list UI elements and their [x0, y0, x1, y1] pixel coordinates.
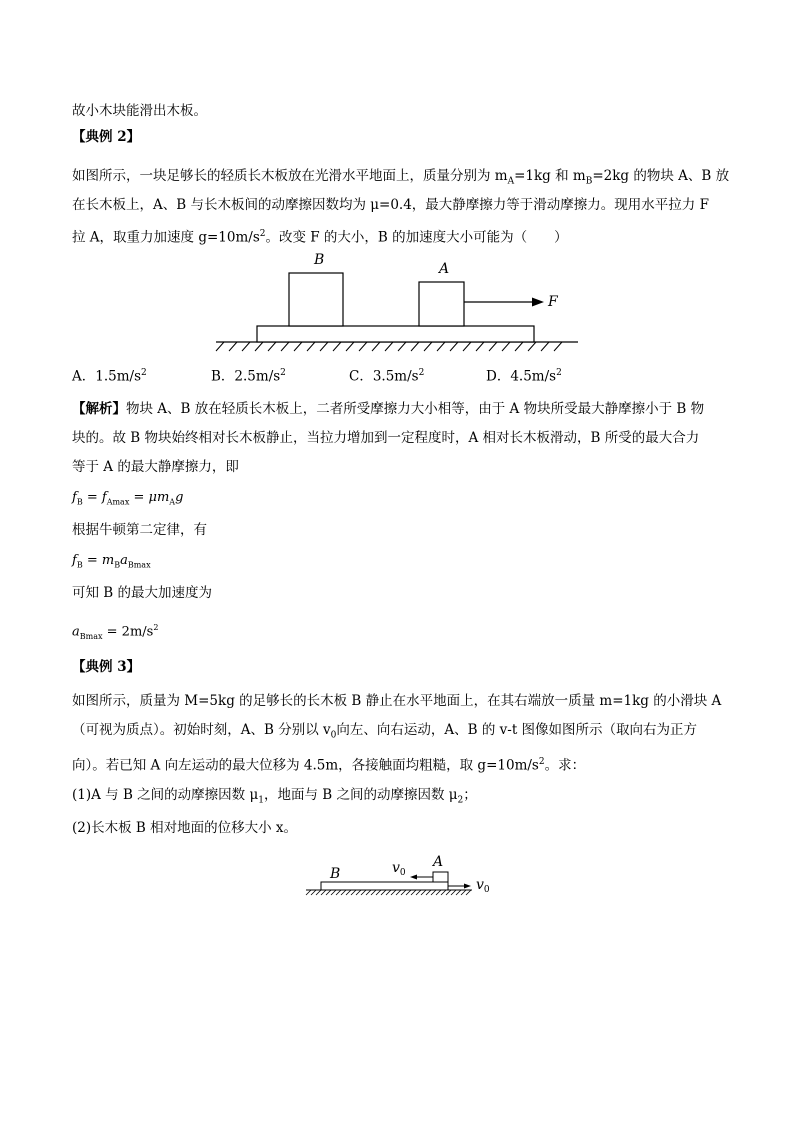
example3-line3	[72, 752, 585, 776]
analysis-line1	[72, 399, 704, 419]
formula-part: = μm	[129, 490, 170, 505]
formula-part: a	[120, 553, 128, 568]
block-a	[419, 282, 464, 326]
text-segment: 向）。若已知 A 向左运动的最大位移为 4.5m，各接触面均粗糙，取 g=10m/s	[72, 757, 539, 774]
formula-part: f	[72, 553, 77, 568]
ground-hatch	[216, 342, 562, 351]
label-v0-right	[476, 877, 490, 895]
text-segment: =2kg 的物块 A、B 放	[592, 168, 730, 184]
example2-heading: 【典例 2】	[72, 129, 141, 145]
text-segment: 。改变 F 的大小，B 的加速度大小可能为（ ）	[265, 229, 568, 246]
superscript: 2	[259, 229, 266, 239]
max-acc-text: 可知 B 的最大加速度为	[72, 585, 213, 601]
example2-figure	[210, 250, 582, 358]
text-segment: (1)A 与 B 之间的动摩擦因数 μ	[72, 787, 259, 803]
label-a: A	[439, 261, 450, 277]
formula-part: = m	[82, 553, 115, 568]
formula-part: f	[72, 490, 77, 505]
subscript: A	[507, 176, 515, 187]
label-v0-left	[392, 860, 406, 878]
option-text: B．2.5m/s	[211, 368, 281, 385]
superscript: 2	[141, 368, 147, 378]
superscript: 2	[153, 623, 159, 632]
subscript: B	[76, 560, 83, 570]
top-text: 故小木块能滑出木板。	[72, 103, 207, 119]
example3-line1: 如图所示，质量为 M=5kg 的足够长的长木板 B 静止在水平地面上，在其右端放一质量 m=1kg 的小滑块 A	[72, 693, 722, 709]
superscript: 2	[538, 757, 545, 767]
subscript: Bmax	[127, 560, 151, 570]
subscript: B	[114, 560, 121, 570]
subscript: 2	[457, 795, 464, 806]
long-board-b	[321, 882, 448, 890]
text-segment: （可视为质点）。初始时刻，A、B 分别以 v	[72, 722, 331, 738]
superscript: 2	[280, 368, 286, 378]
velocity-arrow-right-head	[464, 884, 471, 889]
subscript: B	[76, 497, 83, 507]
option-c[interactable]	[349, 363, 424, 387]
question-1	[72, 785, 477, 811]
option-b[interactable]	[211, 363, 286, 387]
subscript: 1	[258, 795, 264, 806]
option-text: C．3.5m/s	[349, 368, 419, 385]
label-f: F	[548, 294, 558, 310]
formula-newton	[72, 551, 151, 576]
ground-hatch	[306, 890, 471, 895]
block-b	[289, 273, 343, 326]
subscript: B	[585, 176, 593, 187]
superscript: 2	[418, 368, 425, 378]
text-segment: 如图所示，一块足够长的轻质长木板放在光滑水平地面上，质量分别为 m	[72, 168, 508, 184]
question-2: (2)长木板 B 相对地面的位移大小 x。	[72, 820, 298, 836]
formula-part: g	[175, 490, 184, 505]
text-segment: =1kg 和 m	[514, 168, 586, 184]
subscript: 0	[330, 730, 337, 741]
long-board	[257, 326, 534, 342]
analysis-line2: 块的。故 B 物块始终相对长木板静止，当拉力增加到一定程度时，A 相对长木板滑动，B 所受的最大合力	[72, 430, 700, 446]
velocity-arrow-left-head	[410, 875, 417, 880]
superscript: 2	[556, 368, 562, 378]
label-v-sub: 0	[483, 885, 490, 895]
formula-part: f	[101, 490, 107, 505]
example2-line3	[72, 224, 568, 248]
option-text: D．4.5m/s	[486, 368, 557, 385]
example3-line2	[72, 720, 697, 746]
subscript: Bmax	[79, 631, 103, 641]
formula-friction-b	[72, 488, 183, 513]
formula-max-acc	[72, 618, 158, 647]
text-segment: ，地面与 B 之间的动摩擦因数 μ	[263, 787, 458, 803]
label-a: A	[433, 854, 444, 870]
label-v-sub: 0	[399, 868, 406, 878]
example3-heading: 【典例 3】	[72, 659, 141, 675]
text-segment: 拉 A，取重力加速度 g=10m/s	[72, 229, 260, 246]
text-segment: 物块 A、B 放在轻质长木板上，二者所受摩擦力大小相等，由于 A 物块所受最大静摩擦小于 B 物	[126, 401, 705, 417]
subscript: Amax	[106, 497, 130, 507]
block-a	[433, 872, 448, 882]
label-v-letter: v	[476, 877, 484, 893]
analysis-label: 【解析】	[72, 401, 126, 417]
option-text: A．1.5m/s	[72, 368, 141, 385]
option-d[interactable]	[486, 363, 562, 387]
newton-text: 根据牛顿第二定律，有	[72, 522, 207, 538]
label-b: B	[314, 252, 325, 268]
text-segment: 。求：	[544, 757, 586, 774]
example2-line1	[72, 166, 729, 192]
example2-line2: 在长木板上，A、B 与长木板间的动摩擦因数均为 μ=0.4，最大静摩擦力等于滑动摩擦力。现用水平拉力 F	[72, 197, 709, 213]
text-segment: 向左、向右运动，A、B 的 v-t 图像如图所示（取向右为正方	[336, 722, 698, 738]
example3-figure	[300, 844, 505, 900]
formula-part: =	[82, 490, 102, 505]
analysis-line3: 等于 A 的最大静摩擦力，即	[72, 459, 239, 475]
label-b: B	[330, 866, 341, 882]
formula-part: a	[72, 624, 80, 640]
formula-part: = 2m/s	[102, 624, 154, 640]
subscript: A	[169, 497, 176, 507]
label-v-letter: v	[392, 860, 400, 876]
option-a[interactable]	[72, 363, 147, 387]
force-arrow-head	[532, 298, 544, 307]
text-segment: ；	[463, 787, 477, 803]
